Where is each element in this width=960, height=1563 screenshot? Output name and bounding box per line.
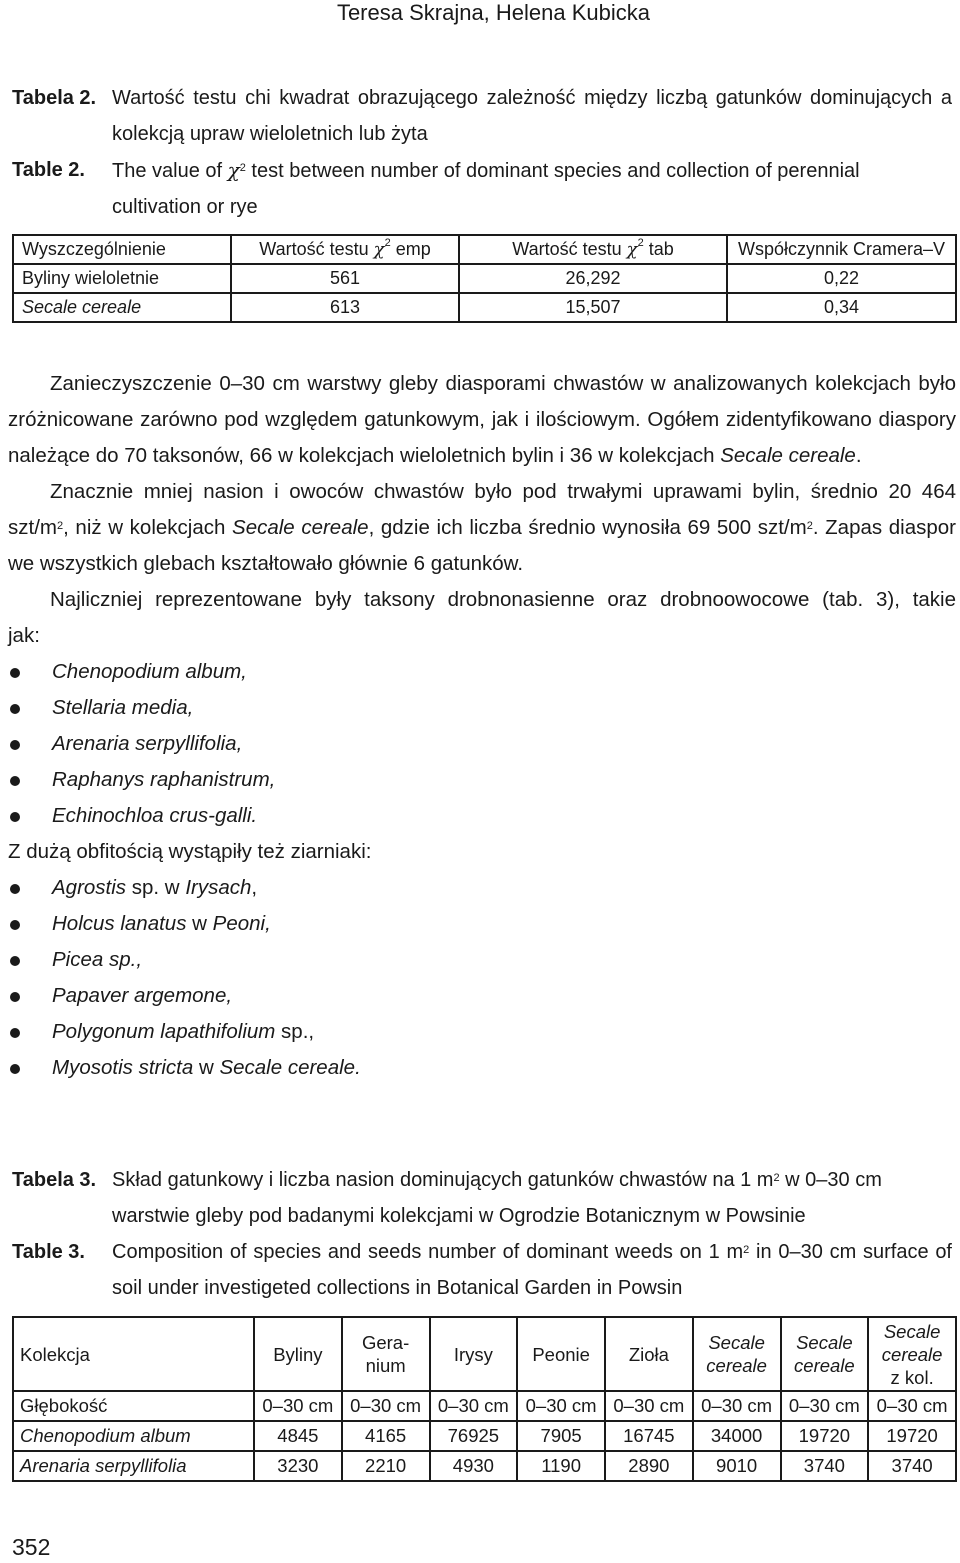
- running-head: Teresa Skrajna, Helena Kubicka: [336, 0, 650, 25]
- table3: [12, 1316, 957, 1482]
- paragraph: Z dużą obfitością wystąpiły też ziarniaki:: [8, 840, 372, 863]
- table3-cell: 0–30 cm: [254, 1391, 342, 1421]
- table3-cell: 16745: [605, 1421, 693, 1451]
- table2-cell: 0,22: [727, 264, 956, 293]
- table3-cell: 0–30 cm: [430, 1391, 518, 1421]
- list-item: Raphanys raphanistrum,: [8, 762, 956, 798]
- table3-cell: Głębokość: [13, 1391, 254, 1421]
- list-item: Agrostis sp. w Irysach,: [8, 870, 956, 906]
- table3-label-en: Table 3.: [12, 1241, 85, 1263]
- table2-cell: 26,292: [459, 264, 727, 293]
- table3-cell: 9010: [693, 1451, 781, 1481]
- chi-symbol: χ: [227, 158, 240, 182]
- table3-cell: 34000: [693, 1421, 781, 1451]
- table3-caption-en-text: Composition of species and seeds number of dominant weeds on 1 $m^2$ in 0–30 cm surface of soil under investigeted collections in Botanical Garden in Powsin: [112, 1241, 952, 1299]
- list-item: Echinochloa crus-galli.: [8, 798, 956, 834]
- table3-header-cell: Irysy: [430, 1317, 518, 1391]
- list-item: Picea sp.,: [8, 942, 956, 978]
- table3-header-cell: Secale cereale: [781, 1317, 869, 1391]
- table3-cell: 4165: [342, 1421, 430, 1451]
- table2-cell: 0,34: [727, 293, 956, 322]
- table3-cell: 0–30 cm: [517, 1391, 605, 1421]
- table-row: [13, 264, 956, 293]
- table2-label-pl: Tabela 2.: [12, 87, 97, 109]
- table3-header-cell: Kolekcja: [13, 1317, 254, 1391]
- page-number: 352: [12, 1534, 51, 1560]
- table3-header-row: [13, 1317, 956, 1391]
- species-list: [8, 654, 956, 834]
- table2-header-row: [13, 235, 956, 264]
- table3-cell: 3230: [254, 1451, 342, 1481]
- table3-cell: 0–30 cm: [868, 1391, 956, 1421]
- table2-cell: 561: [231, 264, 459, 293]
- table3-header-cell: Byliny: [254, 1317, 342, 1391]
- table3-cell: 19720: [868, 1421, 956, 1451]
- list-item: Chenopodium album,: [8, 654, 956, 690]
- table3-header-cell: Peonie: [517, 1317, 605, 1391]
- table3-cell: 7905: [517, 1421, 605, 1451]
- table3-caption-en: [12, 1234, 952, 1306]
- list-item: Holcus lanatus w Peoni,: [8, 906, 956, 942]
- table2-header-cell: Współczynnik Cramera–V: [727, 235, 956, 264]
- table2-label-en: Table 2.: [12, 159, 85, 181]
- table3-label-pl: Tabela 3.: [12, 1169, 97, 1191]
- table3-cell: 3740: [868, 1451, 956, 1481]
- grass-list: [8, 870, 956, 1086]
- table3-cell: Chenopodium album: [13, 1421, 254, 1451]
- paragraph: Znacznie mniej nasion i owoców chwastów było pod trwałymi uprawami bylin, średnio 20 464 szt/$m^2$, niż w kolekcjach Secale cereale, gdzie ich liczba średnio wynosiła 69 500 szt/$m^2$. Zapas diaspor we wszystkich glebach kształtowało głównie 6 gatunków.: [8, 480, 956, 575]
- table2-cell: 613: [231, 293, 459, 322]
- list-item: Myosotis stricta w Secale cereale.: [8, 1050, 956, 1086]
- table3-cell: 2210: [342, 1451, 430, 1481]
- table2-caption-pl-text: Wartość testu chi kwadrat obrazującego zależność między liczbą gatunków dominujących a kolekcją upraw wieloletnich lub żyta: [112, 87, 952, 145]
- table3-cell: 1190: [517, 1451, 605, 1481]
- table3-header-cell: Secale cereale z kol.: [868, 1317, 956, 1391]
- table3-cell: 19720: [781, 1421, 869, 1451]
- table3-cell: 0–30 cm: [693, 1391, 781, 1421]
- table3-caption-pl: [12, 1162, 952, 1234]
- table3-header-cell: Secale cereale: [693, 1317, 781, 1391]
- list-item: Polygonum lapathifolium sp.,: [8, 1014, 956, 1050]
- table2-header-cell: Wyszczególnienie: [13, 235, 231, 264]
- paragraph: Najliczniej reprezentowane były taksony drobnonasienne oraz drobnoowocowe (tab. 3), takie jak:: [8, 588, 956, 647]
- table3-cell: 76925: [430, 1421, 518, 1451]
- list-item: Stellaria media,: [8, 690, 956, 726]
- table-row: [13, 1421, 956, 1451]
- table-row: [13, 293, 956, 322]
- table3-cell: 4845: [254, 1421, 342, 1451]
- table3-cell: 0–30 cm: [342, 1391, 430, 1421]
- table3-cell: 0–30 cm: [781, 1391, 869, 1421]
- table2-caption-en: [12, 152, 952, 225]
- table3-cell: Arenaria serpyllifolia: [13, 1451, 254, 1481]
- table-row: [13, 1391, 956, 1421]
- table-row: [13, 1451, 956, 1481]
- table3-cell: 2890: [605, 1451, 693, 1481]
- table3-caption-pl-text: Skład gatunkowy i liczba nasion dominujących gatunków chwastów na 1 $m^2$ w 0–30 cm warstwie gleby pod badanymi kolekcjami w Ogrodzie Botanicznym w Powsinie: [112, 1169, 882, 1227]
- paragraph: Zanieczyszczenie 0–30 cm warstwy gleby diasporami chwastów w analizowanych kolekcjach było zróżnicowane zarówno pod względem gatunkowym, jak i ilościowym. Ogółem zidentyfikowano diaspory należące do 70 taksonów, 66 w kolekcjach wieloletnich bylin i 36 w kolekcjach Secale cereale.: [8, 372, 956, 467]
- table3-header-cell: Zioła: [605, 1317, 693, 1391]
- table3-cell: 0–30 cm: [605, 1391, 693, 1421]
- table2-cell: Byliny wieloletnie: [13, 264, 231, 293]
- table2-header-cell: Wartość testu $\chi^2$ emp: [231, 235, 459, 264]
- table2-caption-pl: [12, 80, 952, 152]
- table2: [12, 234, 957, 323]
- table3-cell: 4930: [430, 1451, 518, 1481]
- list-item: Arenaria serpyllifolia,: [8, 726, 956, 762]
- list-item: Papaver argemone,: [8, 978, 956, 1014]
- table2-cell: Secale cereale: [13, 293, 231, 322]
- body-text: [8, 366, 956, 1086]
- table2-header-cell: Wartość testu $\chi^2$ tab: [459, 235, 727, 264]
- table2-caption-en-text: The value of $\chi^2$ test between number of dominant species and collection of perennial cultivation or rye: [112, 158, 860, 218]
- table3-cell: 3740: [781, 1451, 869, 1481]
- table3-header-cell: Gera- nium: [342, 1317, 430, 1391]
- table2-cell: 15,507: [459, 293, 727, 322]
